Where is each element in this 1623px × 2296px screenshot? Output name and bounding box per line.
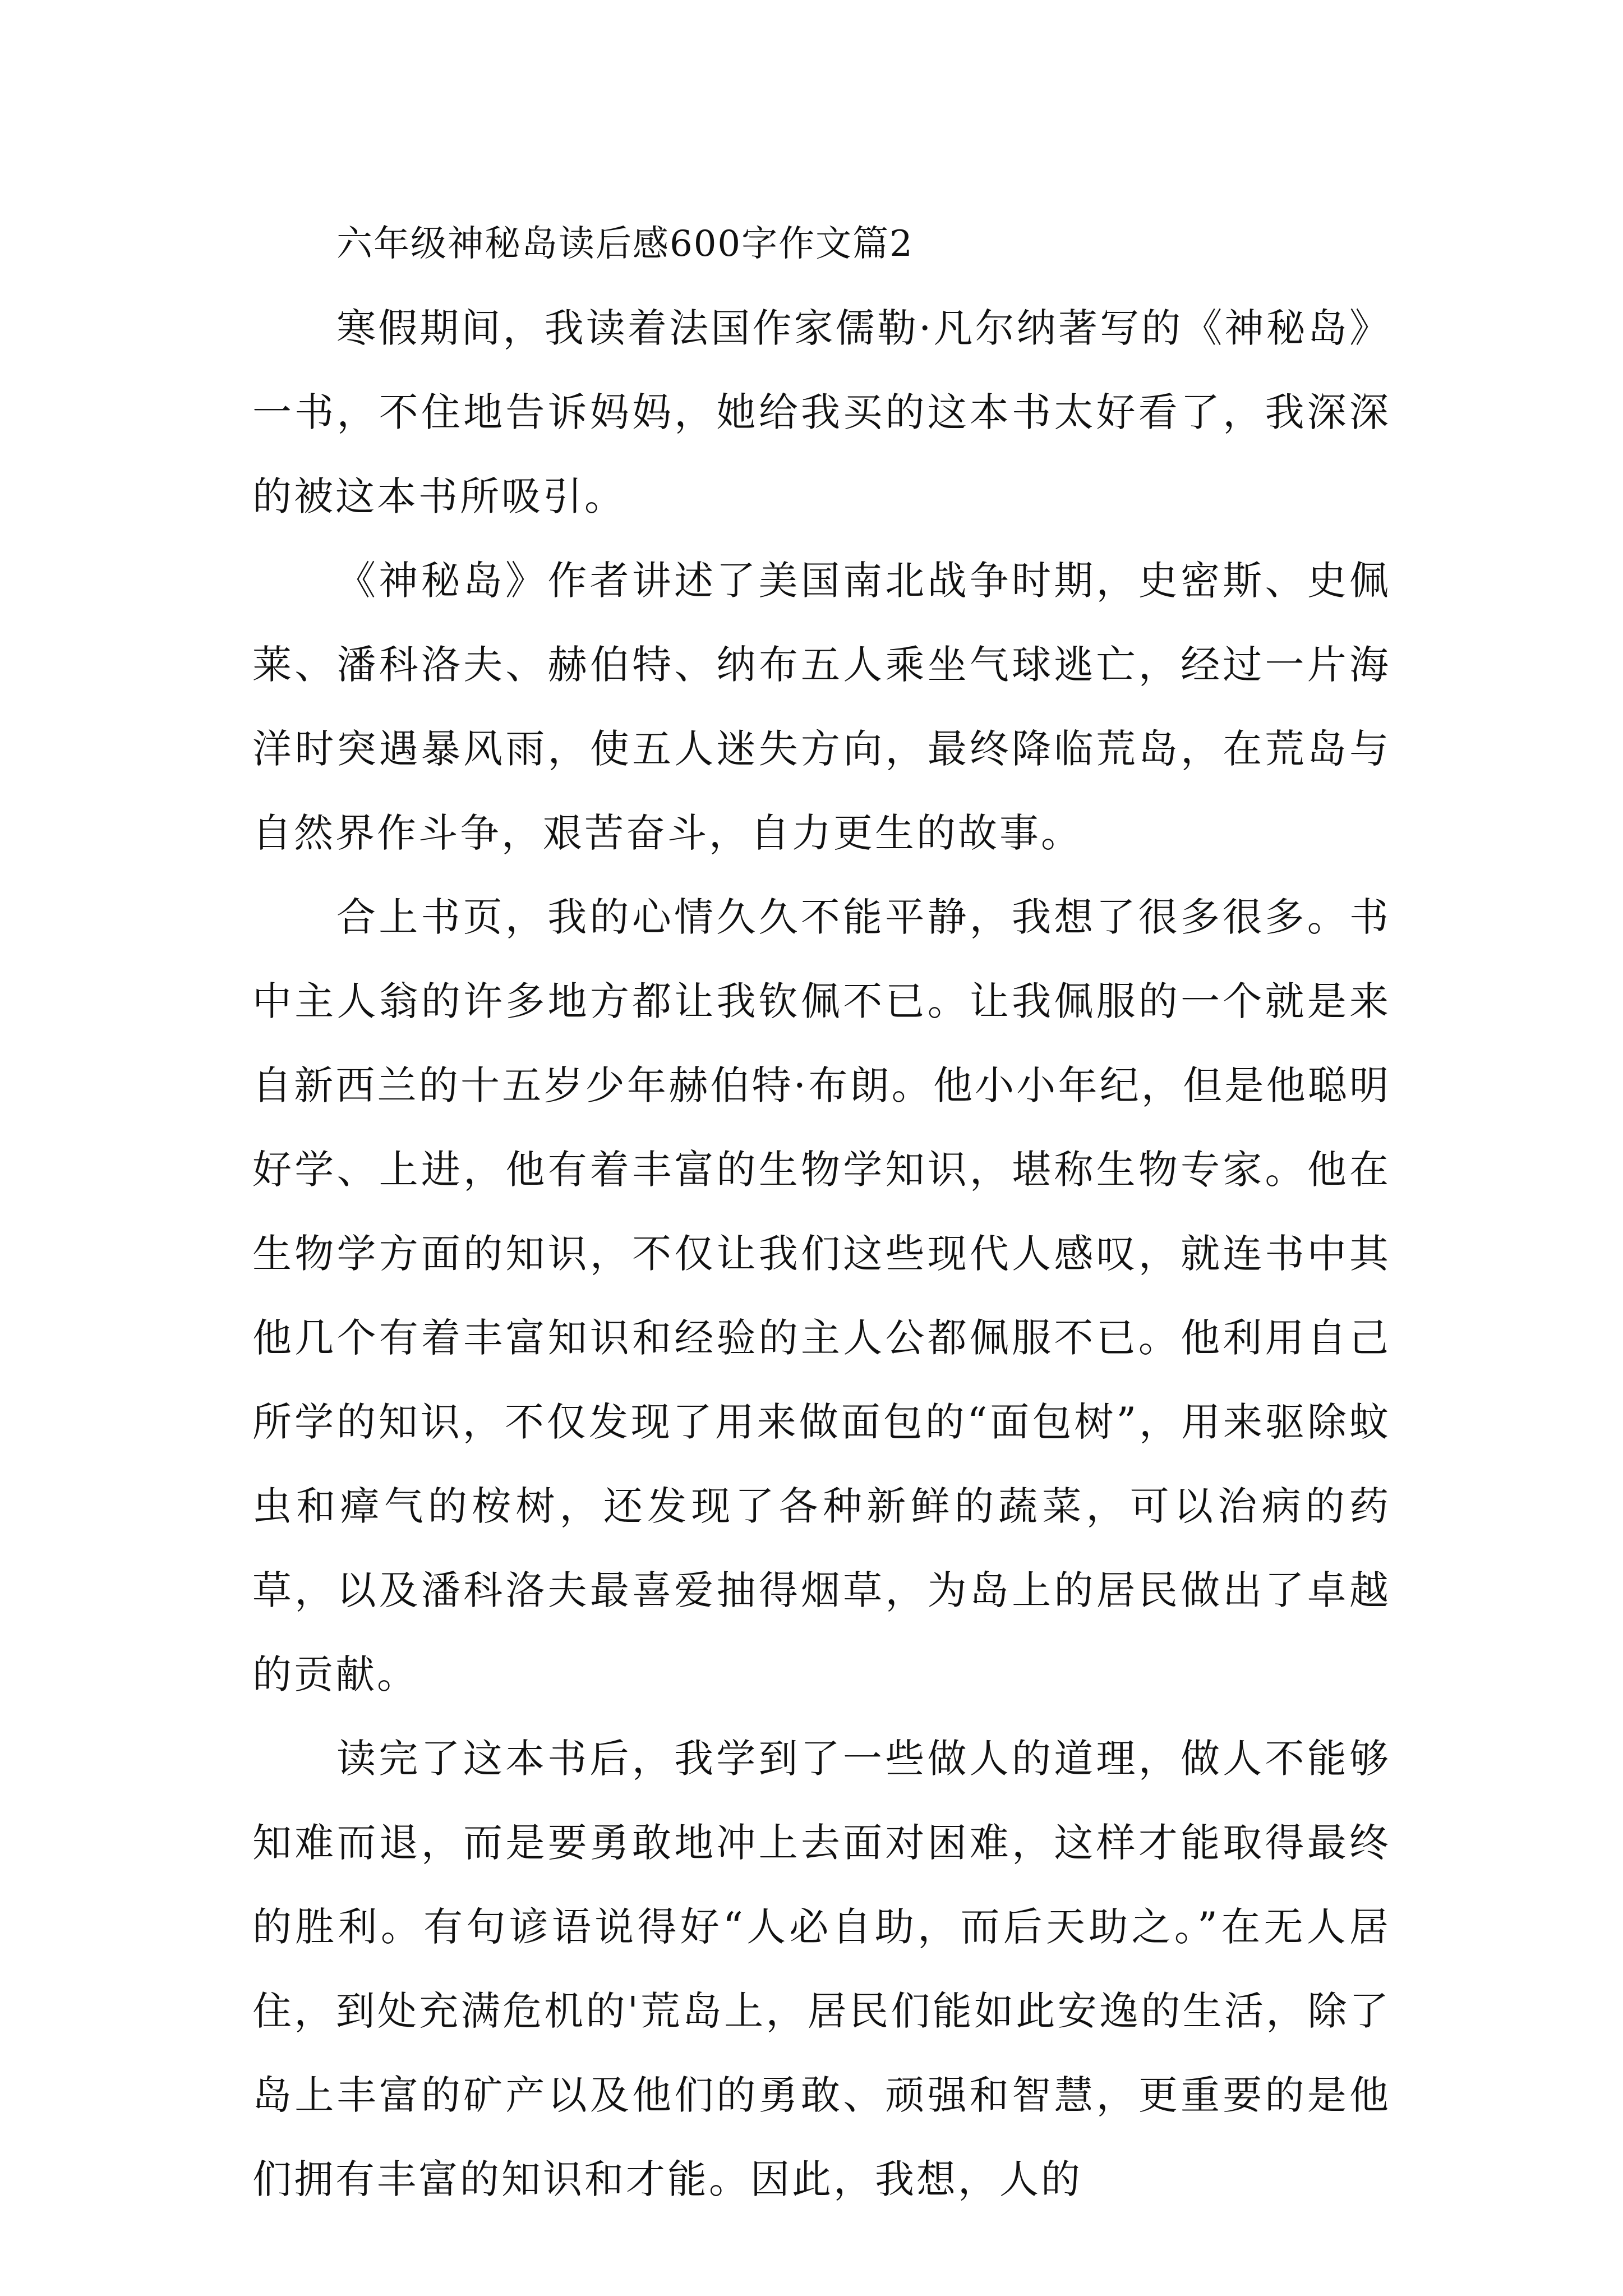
document-body bbox=[252, 202, 1391, 2221]
paragraph-4: 读完了这本书后，我学到了一些做人的道理，做人不能够知难而退，而是要勇敢地冲上去面对困难，这样才能取得最终的胜利。有句谚语说得好“人必自助，而后天助之。”在无人居住，到处充满危机的'荒岛上，居民们能如此安逸的生活，除了岛上丰富的矿产以及他们的勇敢、顽强和智慧，更重要的是他们拥有丰富的知识和才能。因此，我想，人的 bbox=[252, 1736, 1391, 2202]
paragraph-2: 《神秘岛》作者讲述了美国南北战争时期，史密斯、史佩莱、潘科洛夫、赫伯特、纳布五人乘坐气球逃亡，经过一片海洋时突遇暴风雨，使五人迷失方向，最终降临荒岛，在荒岛与自然界作斗争，艰苦奋斗，自力更生的故事。 bbox=[252, 558, 1391, 856]
paragraph-3: 合上书页，我的心情久久不能平静，我想了很多很多。书中主人翁的许多地方都让我钦佩不已。让我佩服的一个就是来自新西兰的十五岁少年赫伯特·布朗。他小小年纪，但是他聪明好学、上进，他有着丰富的生物学知识，堪称生物专家。他在生物学方面的知识，不仅让我们这些现代人感叹，就连书中其他几个有着丰富知识和经验的主人公都佩服不已。他利用自己所学的知识，不仅发现了用来做面包的“面包树”，用来驱除蚊虫和瘴气的桉树，还发现了各种新鲜的蔬菜，可以治病的药草，以及潘科洛夫最喜爱抽得烟草，为岛上的居民做出了卓越的贡献。 bbox=[252, 894, 1391, 1697]
paragraph-1: 寒假期间，我读着法国作家儒勒·凡尔纳著写的《神秘岛》一书，不住地告诉妈妈，她给我买的这本书太好看了，我深深的被这本书所吸引。 bbox=[252, 305, 1391, 519]
document-title: 六年级神秘岛读后感600字作文篇2 bbox=[336, 223, 914, 265]
